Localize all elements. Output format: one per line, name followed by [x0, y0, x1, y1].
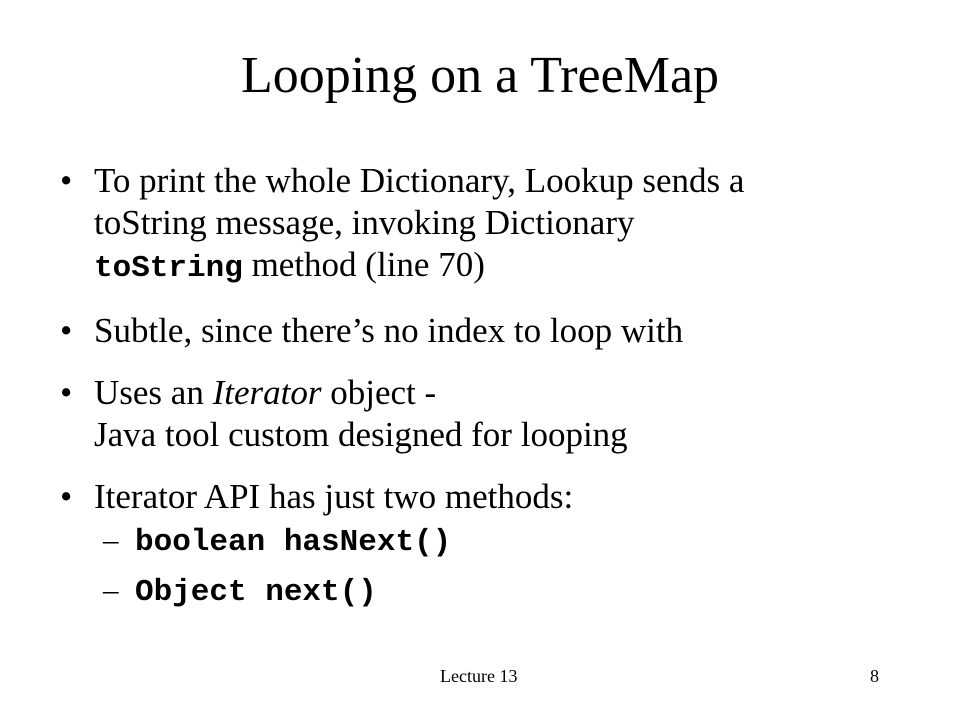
- code-next: Object next(): [135, 575, 377, 610]
- dash-icon: –: [103, 522, 119, 557]
- bullet-text-line: [94, 244, 920, 290]
- bullet-dot-icon: •: [60, 373, 73, 412]
- bullet-text-fragment: method (line 70): [242, 245, 485, 284]
- bullet-item-print-dictionary: [60, 160, 920, 290]
- bullet-dot-icon: •: [60, 161, 73, 200]
- bullet-dot-icon: •: [60, 477, 73, 516]
- footer-page-number: 8: [870, 666, 879, 686]
- bullet-text-fragment: object -: [321, 373, 437, 412]
- bullet-text-line: Iterator API has just two methods:: [94, 477, 574, 516]
- bullet-text-fragment: Uses an: [94, 373, 213, 412]
- sub-bullet-next: [103, 570, 377, 613]
- bullet-list: [60, 160, 920, 538]
- bullet-item-iterator: [60, 372, 920, 456]
- bullet-item-subtle: [60, 310, 920, 352]
- bullet-text-line: To print the whole Dictionary, Lookup sends a: [94, 161, 745, 200]
- slide-title: Looping on a TreeMap: [240, 47, 720, 104]
- bullet-text-line: Subtle, since there’s no index to loop with: [94, 311, 684, 350]
- bullet-text-line: [94, 372, 920, 414]
- code-hasnext: boolean hasNext(): [135, 525, 452, 560]
- bullet-text-line: Java tool custom designed for looping: [94, 415, 628, 454]
- emphasis-iterator: Iterator: [212, 373, 322, 412]
- bullet-item-iterator-api: [60, 476, 920, 518]
- sub-bullet-hasnext: [103, 520, 451, 563]
- footer-lecture-label: Lecture 13: [440, 666, 518, 686]
- code-tostring: toString: [94, 251, 243, 286]
- bullet-text-line: toString message, invoking Dictionary: [94, 203, 635, 242]
- bullet-dot-icon: •: [60, 311, 73, 350]
- dash-icon: –: [103, 572, 119, 607]
